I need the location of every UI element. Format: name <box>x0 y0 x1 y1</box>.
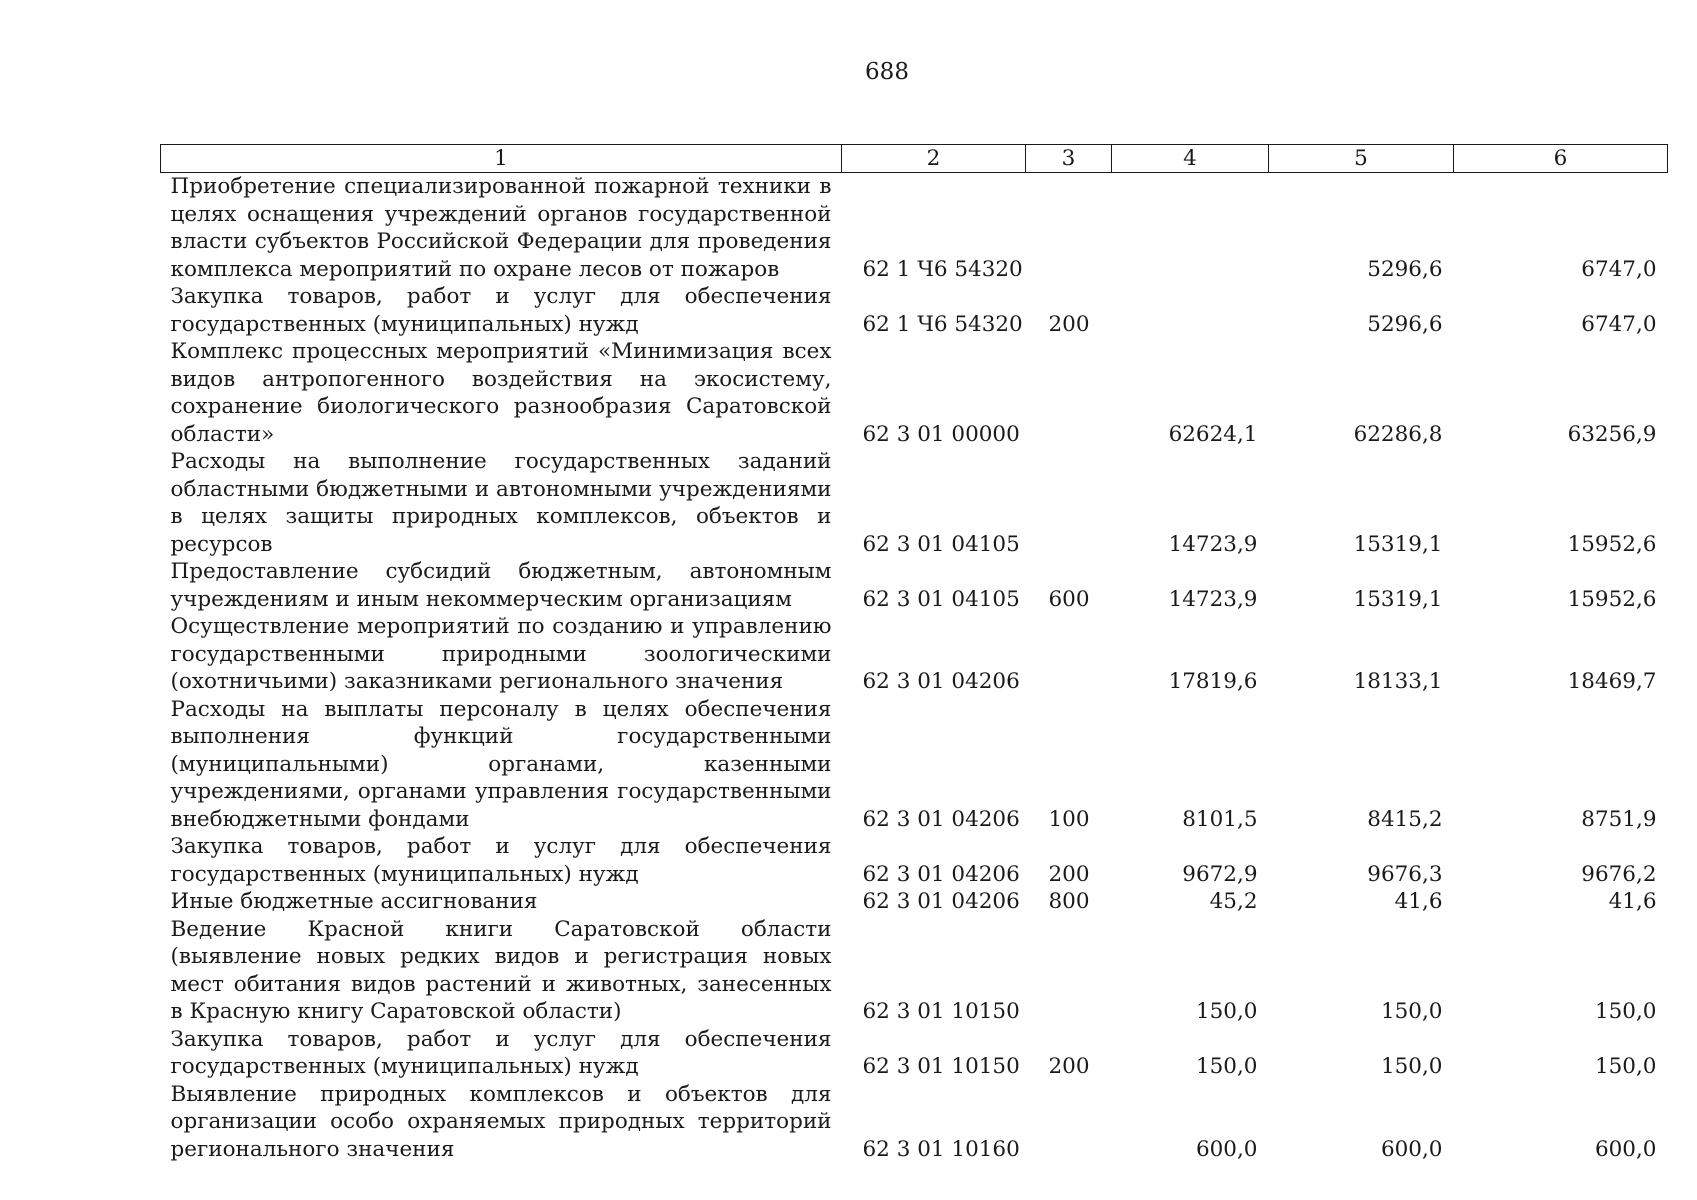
row-value-6: 8751,9 <box>1581 806 1657 832</box>
header-col-1: 1 <box>161 145 842 173</box>
row-value-6: 150,0 <box>1594 1054 1657 1079</box>
row-code: 62 3 01 10160 <box>862 1136 1020 1162</box>
row-code: 62 3 01 10150 <box>862 1054 1020 1079</box>
row-value-5: 5296,6 <box>1367 256 1443 282</box>
row-type <box>1026 448 1112 558</box>
row-name: Расходы на выполнение государственных заданий областными бюджетными и автономными учреждениями в целях защиты природных комплексов, объектов и ресурсов <box>170 449 832 557</box>
row-type <box>1026 613 1112 696</box>
row-type: 200 <box>1048 1054 1090 1079</box>
row-value-6: 150,0 <box>1594 999 1657 1024</box>
row-type: 800 <box>1048 889 1090 914</box>
row-type: 200 <box>1048 861 1090 887</box>
row-value-5: 150,0 <box>1380 1054 1443 1079</box>
row-value-5: 15319,1 <box>1353 586 1443 612</box>
row-value-6: 15952,6 <box>1567 586 1657 612</box>
row-code: 62 3 01 04206 <box>862 669 1020 694</box>
row-type: 100 <box>1048 806 1090 832</box>
header-col-5: 5 <box>1269 145 1454 173</box>
table-row <box>161 833 1668 888</box>
row-type: 600 <box>1048 586 1090 612</box>
row-name: Выявление природных комплексов и объектов для организации особо охраняемых природных территорий регионального значения <box>170 1081 832 1162</box>
row-name: Расходы на выплаты персоналу в целях обеспечения выполнения функций государственными (муниципальными) органами, казенными учреждениями, органами управления государственными внебюджетными фондами <box>170 696 832 832</box>
row-value-4: 17819,6 <box>1168 669 1258 694</box>
row-value-4: 8101,5 <box>1182 806 1258 832</box>
row-value-5: 15319,1 <box>1353 531 1443 557</box>
table-body <box>161 173 1668 1164</box>
row-value-4: 14723,9 <box>1168 586 1258 612</box>
row-name: Предоставление субсидий бюджетным, автономным учреждениям и иным некоммерческим организациям <box>170 559 832 612</box>
row-value-6: 6747,0 <box>1581 311 1657 337</box>
row-value-5: 600,0 <box>1380 1136 1443 1162</box>
row-code: 62 1 Ч6 54320 <box>862 311 1023 337</box>
row-value-5: 62286,8 <box>1353 421 1443 447</box>
row-name: Иные бюджетные ассигнования <box>170 889 538 914</box>
row-code: 62 3 01 04105 <box>862 586 1020 612</box>
table-row <box>161 448 1668 558</box>
row-value-4: 150,0 <box>1195 999 1258 1024</box>
header-col-6: 6 <box>1454 145 1668 173</box>
budget-table <box>160 144 1668 1163</box>
header-col-4: 4 <box>1112 145 1269 173</box>
row-value-4: 45,2 <box>1209 889 1258 914</box>
row-value-6: 9676,2 <box>1581 861 1657 887</box>
row-value-6: 41,6 <box>1608 889 1657 914</box>
header-col-2: 2 <box>842 145 1026 173</box>
table-row <box>161 283 1668 338</box>
row-type: 200 <box>1048 311 1090 337</box>
row-name: Комплекс процессных мероприятий «Минимизация всех видов антропогенного воздействия на экосистему, сохранение биологического разнообразия Саратовской области» <box>170 339 832 447</box>
row-value-5: 9676,3 <box>1367 861 1443 887</box>
row-code: 62 3 01 04105 <box>862 531 1020 557</box>
row-type <box>1026 1081 1112 1164</box>
row-value-5: 41,6 <box>1394 889 1443 914</box>
table-header <box>161 145 1668 173</box>
row-value-5: 150,0 <box>1380 999 1443 1024</box>
row-name: Приобретение специализированной пожарной техники в целях оснащения учреждений органов государственной власти субъектов Российской Федерации для проведения комплекса мероприятий по охране лесов от пожаров <box>170 174 832 282</box>
page-number: 688 <box>865 59 909 85</box>
row-value-4: 150,0 <box>1195 1054 1258 1079</box>
row-code: 62 3 01 04206 <box>862 806 1020 832</box>
row-value-6: 63256,9 <box>1567 421 1657 447</box>
row-value-4 <box>1112 173 1269 284</box>
table-row <box>161 558 1668 613</box>
table-row <box>161 696 1668 834</box>
row-code: 62 1 Ч6 54320 <box>862 256 1023 282</box>
row-value-6: 6747,0 <box>1581 256 1657 282</box>
row-name: Осуществление мероприятий по созданию и управлению государственными природными зоологическими (охотничьими) заказниками регионального значения <box>170 614 832 694</box>
row-value-4: 62624,1 <box>1168 421 1258 447</box>
row-value-5: 18133,1 <box>1353 669 1443 694</box>
row-code: 62 3 01 10150 <box>862 999 1020 1024</box>
table-row <box>161 916 1668 1026</box>
row-value-4 <box>1112 283 1269 338</box>
table-row <box>161 173 1668 284</box>
table-row <box>161 1026 1668 1081</box>
row-value-6: 18469,7 <box>1567 669 1657 694</box>
row-type <box>1026 338 1112 448</box>
row-value-4: 9672,9 <box>1182 861 1258 887</box>
table-row <box>161 888 1668 916</box>
row-type <box>1026 916 1112 1026</box>
header-col-3: 3 <box>1026 145 1112 173</box>
row-name: Ведение Красной книги Саратовской области (выявление новых редких видов и регистрация новых мест обитания видов растений и животных, занесенных в Красную книгу Саратовской области) <box>170 916 832 1024</box>
row-code: 62 3 01 04206 <box>862 889 1020 914</box>
row-code: 62 3 01 00000 <box>862 421 1020 447</box>
table-row <box>161 1081 1668 1164</box>
table-row <box>161 338 1668 448</box>
row-name: Закупка товаров, работ и услуг для обеспечения государственных (муниципальных) нужд <box>170 834 832 887</box>
table-row <box>161 613 1668 696</box>
row-code: 62 3 01 04206 <box>862 861 1020 887</box>
row-type <box>1026 173 1112 284</box>
row-value-5: 5296,6 <box>1367 311 1443 337</box>
row-name: Закупка товаров, работ и услуг для обеспечения государственных (муниципальных) нужд <box>170 1026 832 1079</box>
row-value-6: 15952,6 <box>1567 531 1657 557</box>
row-value-6: 600,0 <box>1594 1136 1657 1162</box>
header-row <box>161 145 1668 173</box>
row-value-5: 8415,2 <box>1367 806 1443 832</box>
row-value-4: 600,0 <box>1195 1136 1258 1162</box>
row-name: Закупка товаров, работ и услуг для обеспечения государственных (муниципальных) нужд <box>170 284 832 337</box>
row-value-4: 14723,9 <box>1168 531 1258 557</box>
